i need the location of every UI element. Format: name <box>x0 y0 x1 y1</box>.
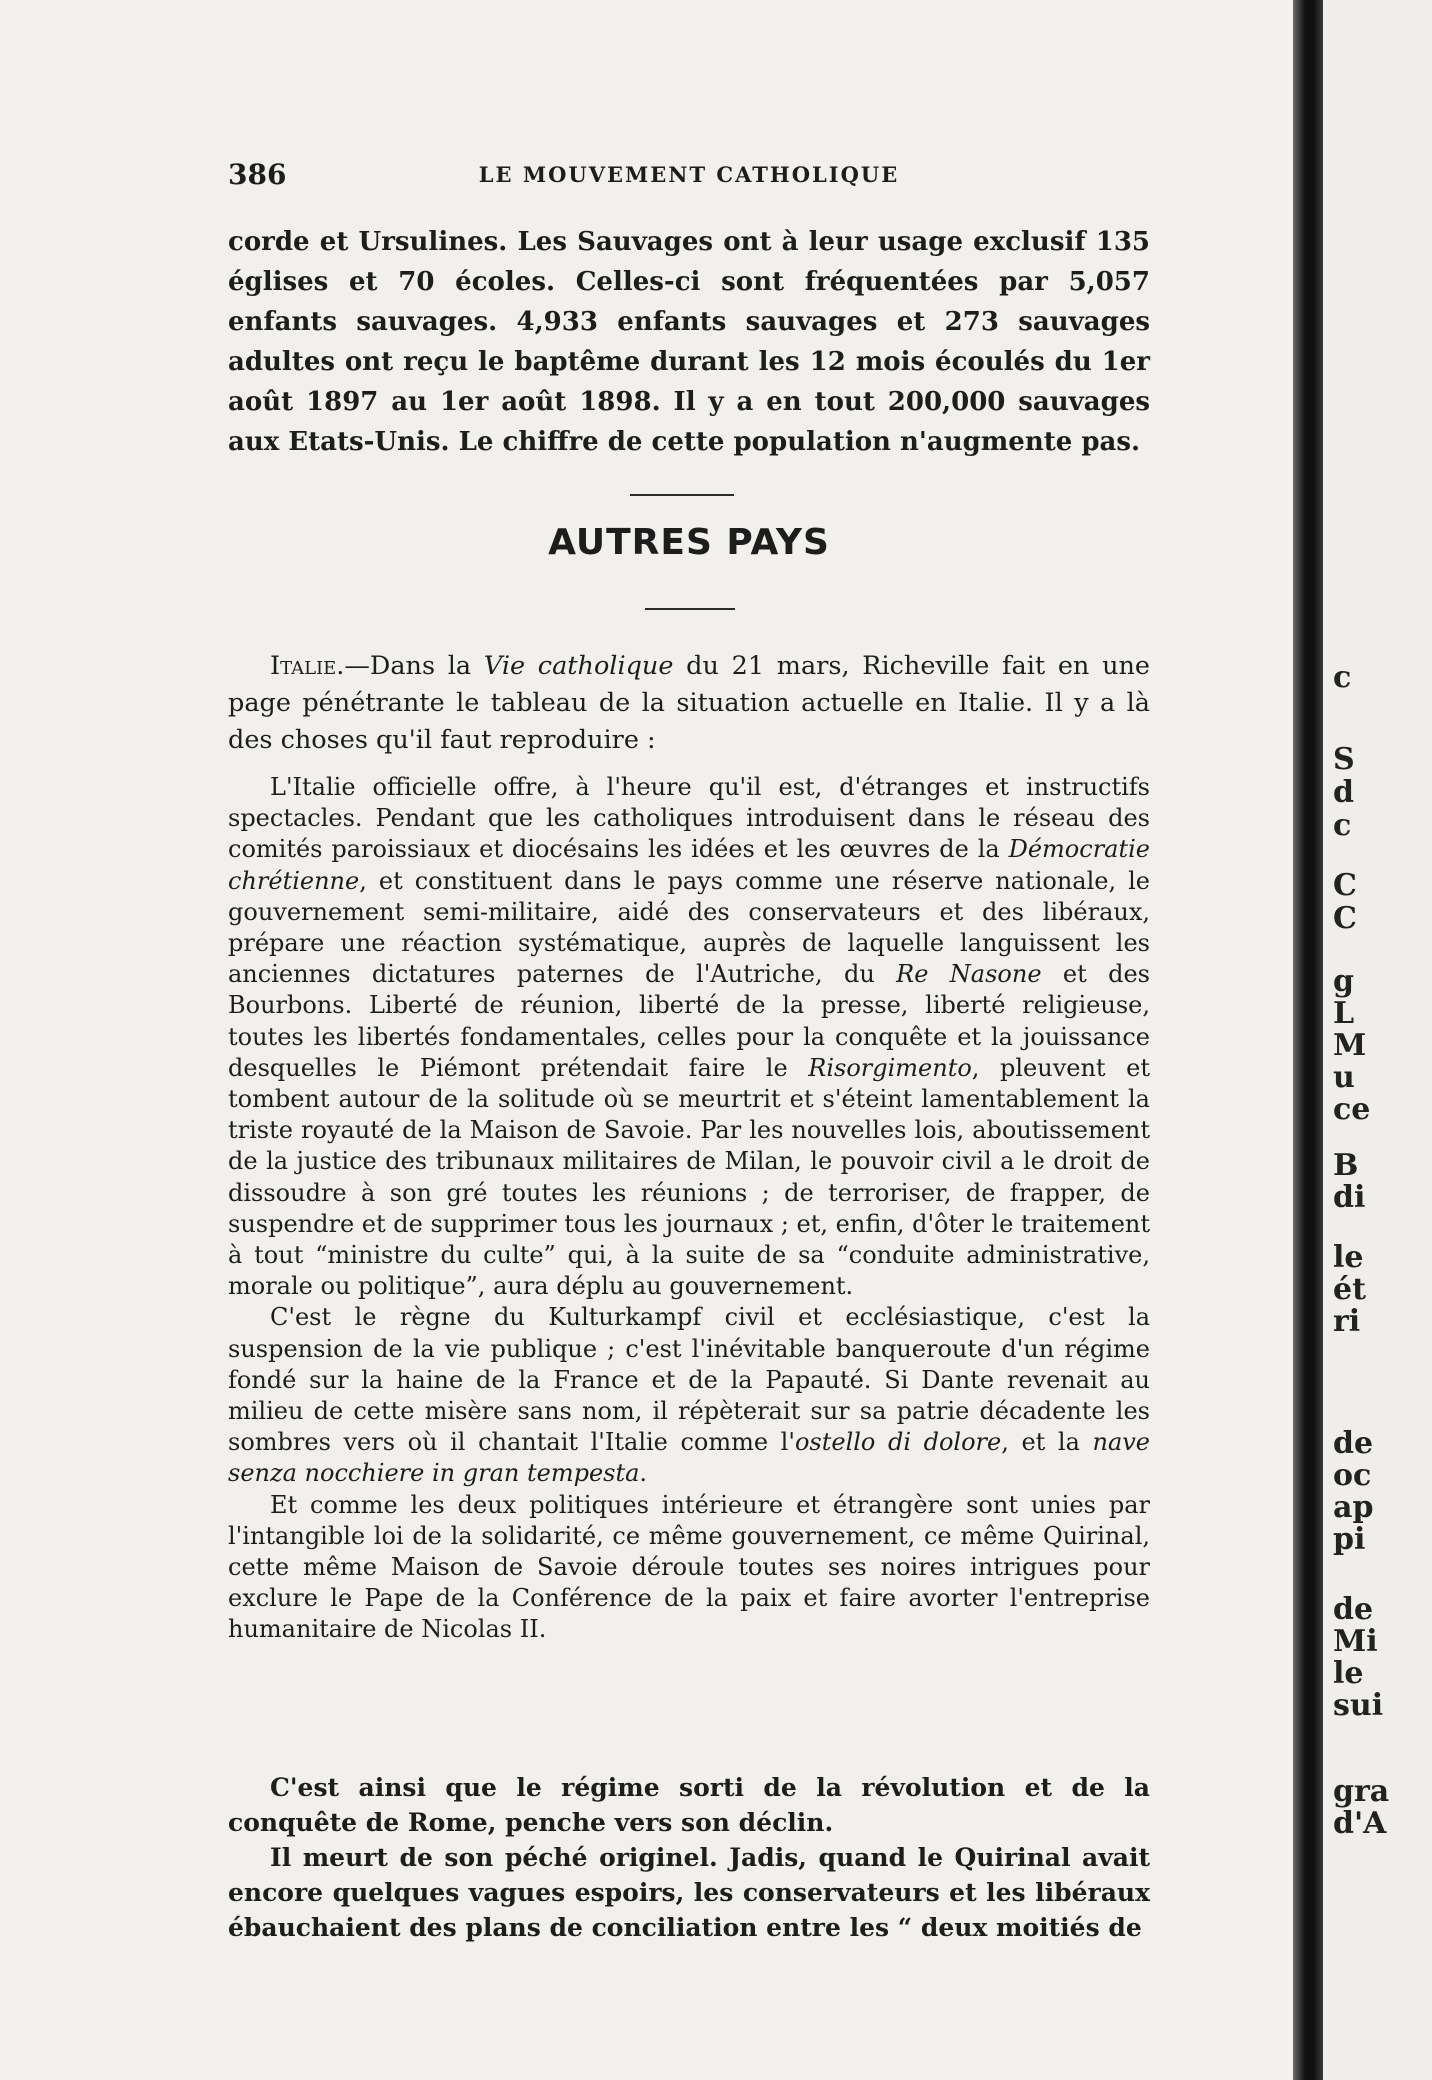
section-lead-block <box>228 648 1150 760</box>
adjacent-fragment: C <box>1333 868 1357 903</box>
quoted-passage <box>228 772 1150 1646</box>
quote-italic: nave senza nocchiere in gran tempesta <box>228 1428 1151 1488</box>
adjacent-fragment: d'A <box>1333 1806 1387 1841</box>
lead-country: Italie. <box>270 651 345 681</box>
lead-paragraph <box>228 648 1150 760</box>
section-rule-top <box>630 494 734 496</box>
closing-paragraph-2: Il meurt de son péché originel. Jadis, quand le Quirinal avait encore quelques vagues espoirs, les conservateurs et les libéraux ébauchaient des plans de conciliation entre les “ deux moitiés de <box>228 1843 1150 1942</box>
quote-italic: ostello di dolore <box>794 1428 1002 1457</box>
adjacent-fragment: g <box>1333 964 1354 999</box>
adjacent-fragment: pi <box>1333 1522 1366 1557</box>
closing-paragraph-1: C'est ainsi que le régime sorti de la révolution et de la conquête de Rome, penche vers son déclin. <box>228 1773 1150 1837</box>
adjacent-fragment: oc <box>1333 1458 1372 1493</box>
adjacent-fragment: sui <box>1333 1688 1384 1723</box>
quote-text: , pleuvent et tombent autour de la solitude où se meurtrit et s'éteint lamentablement la triste royauté de la Maison de Savoie. Par les nouvelles lois, aboutissement de la justice des tribunaux militaires de Milan, le pouvoir civil a le droit de dissoudre à son gré toutes les réunions ; de terroriser, de frapper, de suspendre et de supprimer tous les journaux ; et, enfin, d'ôter le traitement à tout “ministre du culte” qui, à la suite de sa “conduite administrative, morale ou politique”, aura déplu au gouvernement. <box>228 1053 1150 1301</box>
quote-italic: Risorgimento <box>808 1053 972 1082</box>
adjacent-fragment: de <box>1333 1592 1374 1627</box>
intro-paragraph-block <box>228 222 1150 462</box>
adjacent-fragment: ri <box>1333 1304 1361 1339</box>
adjacent-fragment: gra <box>1333 1774 1390 1809</box>
quote-italic: Re Nasone <box>896 960 1042 989</box>
quote-paragraph-3: Et comme les deux politiques intérieure et étrangère sont unies par l'intangible loi de la solidarité, ce même gouvernement, ce même Quirinal, cette même Maison de Savoie déroule toutes ses noires intrigues pour exclure le Pape de la Conférence de la paix et faire avorter l'entreprise humanitaire de Nicolas II. <box>228 1490 1150 1644</box>
adjacent-fragment: c <box>1333 660 1352 695</box>
adjacent-fragment: L <box>1333 996 1355 1031</box>
quote-text: L'Italie officielle offre, à l'heure qu'il est, d'étranges et instructifs spectacles. Pendant que les catholiques introduisent dans le réseau des comités paroissiaux et diocésains les idées et les œuvres de la <box>228 773 1150 864</box>
page-header <box>228 158 1150 192</box>
adjacent-fragment: Mi <box>1333 1624 1378 1659</box>
intro-paragraph: corde et Ursulines. Les Sauvages ont à leur usage exclusif 135 églises et 70 écoles. Celles-ci sont fréquentées par 5,057 enfants sauvages. 4,933 enfants sauvages et 273 sauvages adultes ont reçu le baptême durant les 12 mois écoulés du 1er août 1897 au 1er août 1898. Il y a en tout 200,000 sauvages aux Etats-Unis. Le chiffre de cette population n'augmente pas. <box>228 227 1150 457</box>
quote-text: , et constituent dans le pays comme une réserve nationale, le gouvernement semi-militaire, aidé des conservateurs et des libéraux, prépare une réaction systématique, auprès de laquelle languissent les anciennes dictatures paternes de l'Autriche, du <box>228 866 1150 989</box>
adjacent-fragment: M <box>1333 1028 1367 1063</box>
lead-text-b: du 21 mars, Richeville fait en une page pénétrante le tableau de la situation actuelle en Italie. Il y a là des choses qu'il faut reproduire : <box>228 651 1151 756</box>
lead-journal: Vie catholique <box>483 651 674 681</box>
adjacent-fragment: le <box>1333 1240 1364 1275</box>
quote-paragraph-1 <box>228 772 1150 1302</box>
adjacent-fragment: d <box>1333 775 1354 810</box>
quote-paragraph-2 <box>228 1302 1150 1489</box>
lead-text-a: —Dans la <box>344 651 484 681</box>
adjacent-fragment: B <box>1333 1148 1359 1183</box>
section-rule-bottom <box>645 608 735 610</box>
adjacent-fragment: ce <box>1333 1092 1371 1127</box>
adjacent-page-edge <box>1323 0 1432 2080</box>
quote-text: . <box>639 1459 648 1488</box>
quote-text: et des Bourbons. Liberté de réunion, liberté de la presse, liberté religieuse, toutes les libertés fondamentales, celles pour la conquête et la jouissance desquelles le Piémont prétendait faire le <box>228 960 1151 1082</box>
adjacent-fragment: di <box>1333 1180 1366 1215</box>
adjacent-fragment: c <box>1333 808 1352 843</box>
section-title: AUTRES PAYS <box>548 522 830 563</box>
adjacent-fragment: u <box>1333 1060 1355 1095</box>
quote-text: C'est le règne du Kulturkampf civil et ecclésiastique, c'est la suspension de la vie publique ; c'est l'inévitable banqueroute d'un régime fondé sur la haine de la France et de la Papauté. Si Dante revenait au milieu de cette misère sans nom, il répèterait sur sa patrie décadente les sombres vers où il chantait l'Italie comme l' <box>228 1303 1150 1457</box>
quote-italic: Démocratie chrétienne <box>228 835 1150 895</box>
quote-text: , et la <box>1001 1428 1093 1457</box>
adjacent-fragment: ét <box>1333 1272 1366 1307</box>
adjacent-fragment: ap <box>1333 1490 1374 1525</box>
adjacent-fragment: S <box>1333 742 1355 777</box>
adjacent-fragment: de <box>1333 1426 1374 1461</box>
closing-block <box>228 1770 1150 1945</box>
book-gutter <box>1293 0 1323 2080</box>
adjacent-fragment: le <box>1333 1656 1364 1691</box>
adjacent-fragment: C <box>1333 901 1357 936</box>
running-title: LE MOUVEMENT CATHOLIQUE <box>478 162 900 187</box>
page-number: 386 <box>228 158 287 191</box>
